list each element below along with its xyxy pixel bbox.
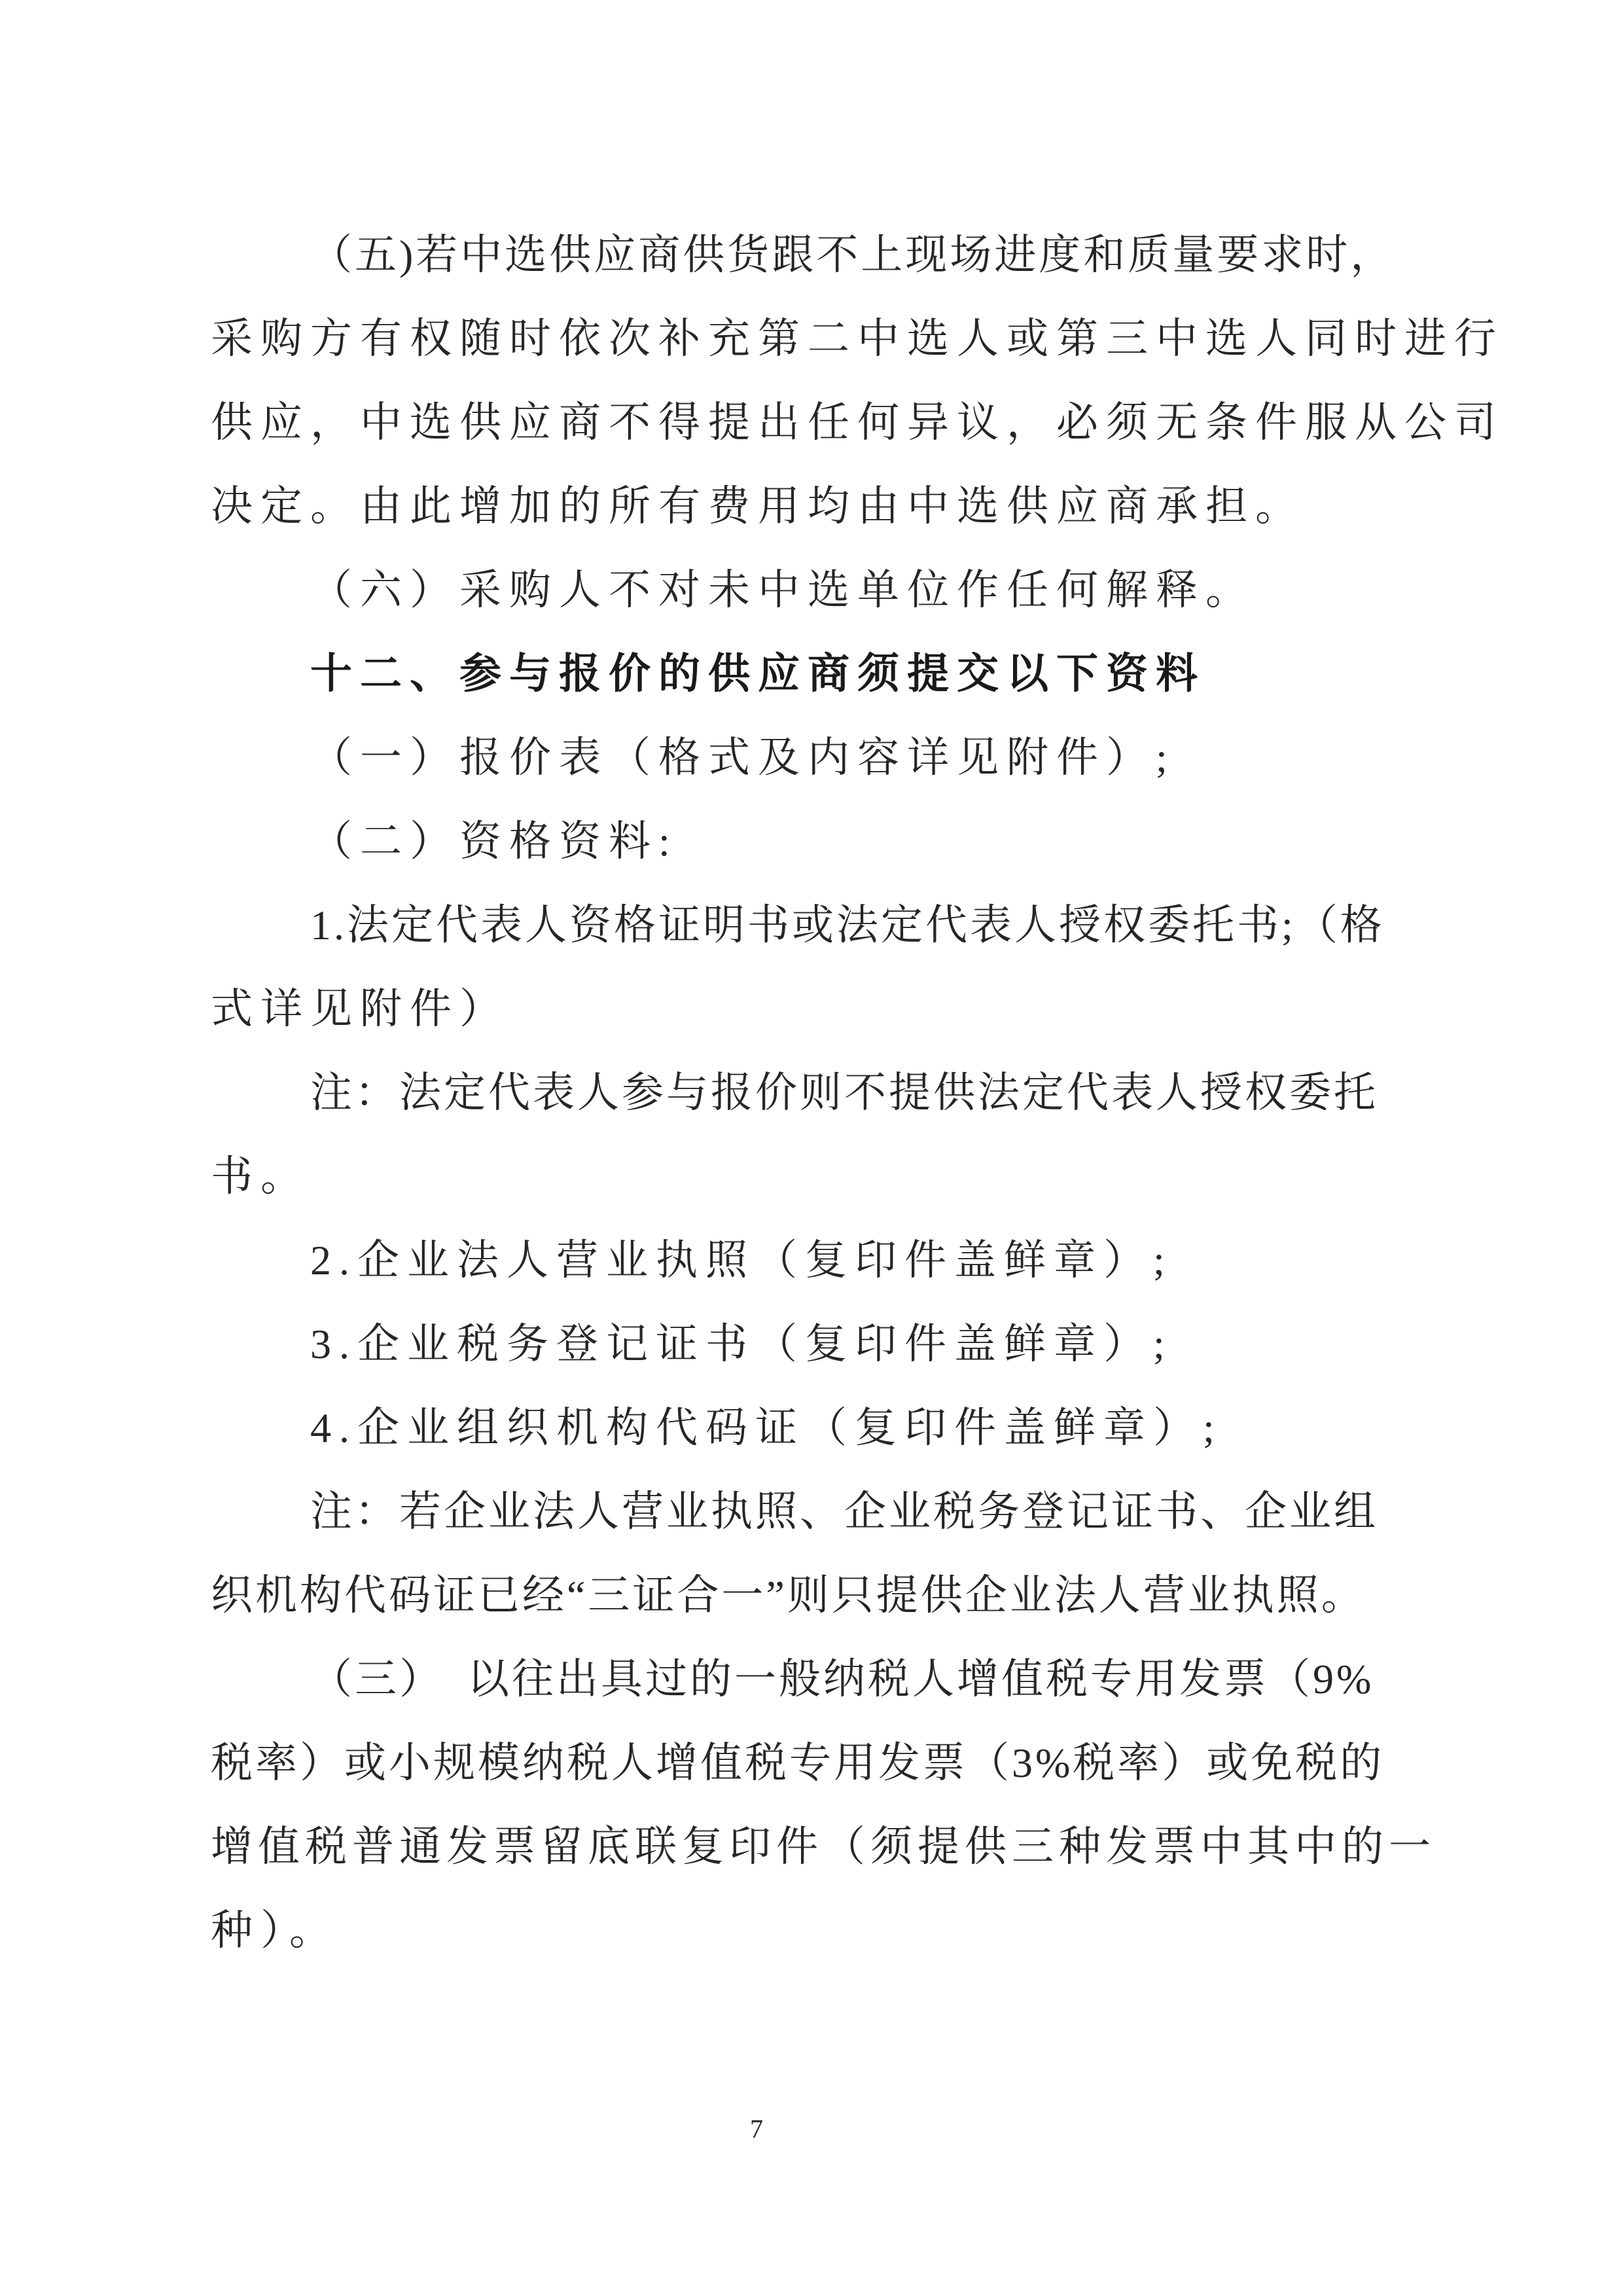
doc-line: 供应，中选供应商不得提出任何异议，必须无条件服从公司: [211, 399, 1504, 446]
doc-line: 决定。由此增加的所有费用均由中选供应商承担。: [211, 483, 1305, 529]
doc-line: 税率）或小规模纳税人增值税专用发票（3%税率）或免税的: [211, 1740, 1385, 1786]
doc-line: 书。: [211, 1153, 310, 1200]
doc-line: （二）资格资料:: [310, 818, 678, 865]
doc-line: 式详见附件）: [211, 986, 509, 1032]
doc-line: （一）报价表（格式及内容详见附件）;: [310, 734, 1175, 781]
doc-line: （三） 以往出具过的一般纳税人增值税专用发票（9%: [310, 1656, 1374, 1702]
doc-line: （六）采购人不对未中选单位作任何解释。: [310, 567, 1255, 613]
doc-line: （五)若中选供应商供货跟不上现场进度和质量要求时，: [310, 232, 1395, 278]
doc-line: 种）。: [211, 1907, 339, 1954]
page-number: 7: [750, 2114, 763, 2144]
doc-line: 2.企业法人营业执照（复印件盖鲜章）;: [310, 1237, 1173, 1283]
doc-line: 增值税普通发票留底联复印件（须提供三种发票中其中的一: [211, 1823, 1436, 1870]
document-body: [211, 213, 1504, 1973]
doc-line: 织机构代码证已经“三证合一”则只提供企业法人营业执照。: [211, 1572, 1366, 1619]
doc-line: 1.法定代表人资格证明书或法定代表人授权委托书;（格: [310, 902, 1385, 948]
section-heading: 十二、参与报价的供应商须提交以下资料: [310, 651, 1205, 697]
doc-line: 4.企业组织机构代码证（复印件盖鲜章）;: [310, 1405, 1222, 1451]
doc-line: 采购方有权随时依次补充第二中选人或第三中选人同时进行: [211, 315, 1504, 362]
doc-line: 3.企业税务登记证书（复印件盖鲜章）;: [310, 1321, 1173, 1367]
doc-line: 注：若企业法人营业执照、企业税务登记证书、企业组: [310, 1488, 1378, 1535]
doc-line: 注：法定代表人参与报价则不提供法定代表人授权委托: [310, 1069, 1378, 1116]
